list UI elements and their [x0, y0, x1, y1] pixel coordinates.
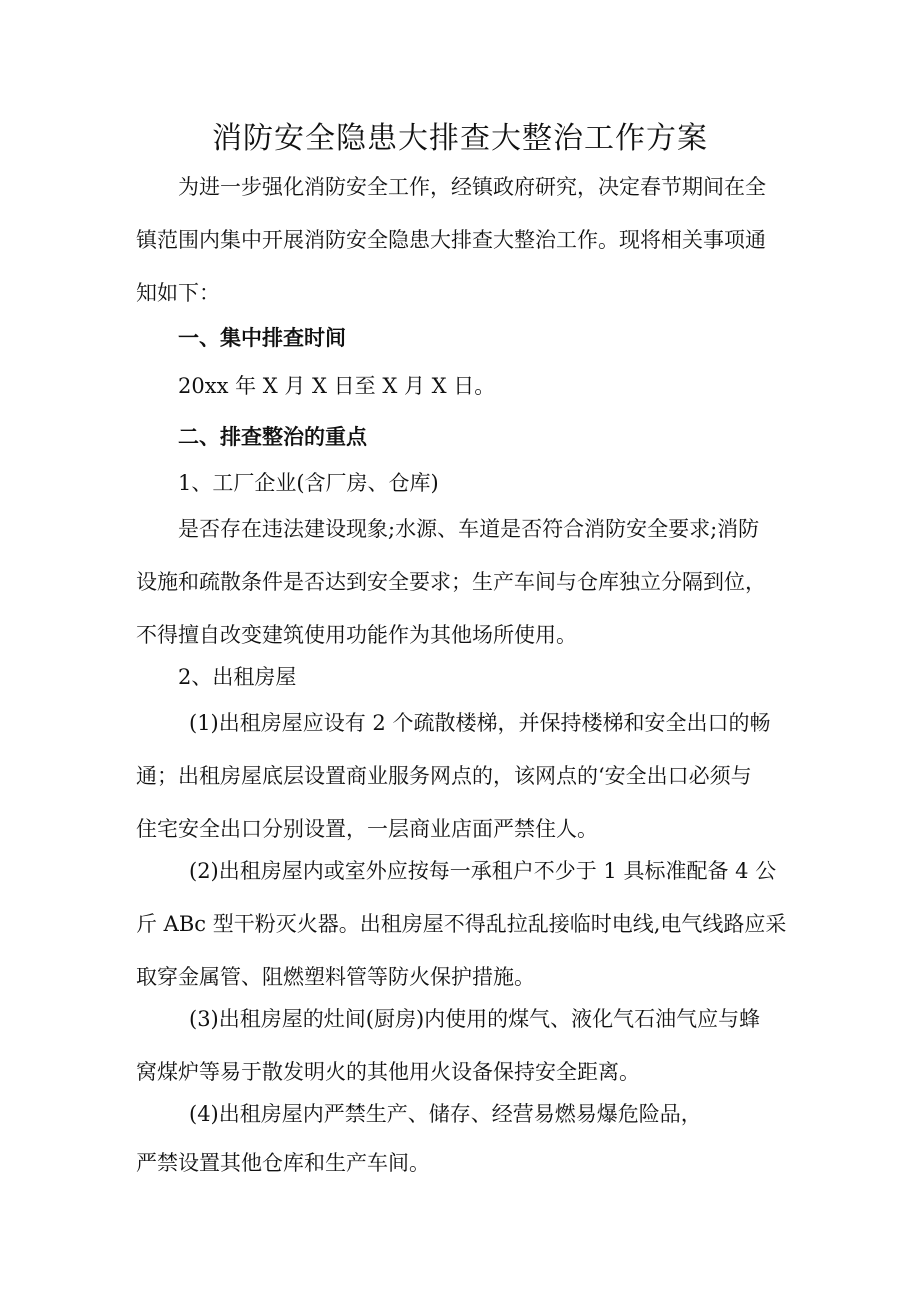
item-2-subpara-1: [136, 697, 788, 856]
item-2-p4-line-1: (4)出租房屋内严禁生产、储存、经营易燃易爆危险品，: [189, 1102, 702, 1126]
item-2-subpara-2: [136, 845, 788, 1004]
item-2-p2-line-2: 斤 ABc 型干粉灭火器。出租房屋不得乱拉乱接临时电线,电气线路应采: [136, 912, 787, 936]
item-2-p3-line-1: (3)出租房屋的灶间(厨房)内使用的煤气、液化气石油气应与蜂: [189, 1007, 761, 1031]
item-2-p1-line-1: (1)出租房屋应设有 2 个疏散楼梯，并保持楼梯和安全出口的畅: [189, 711, 771, 735]
item-2-p2-line-1: (2)出租房屋内或室外应按每一承租户不少于 1 具标准配备 4 公: [189, 859, 777, 883]
intro-line-3: 知如下：: [136, 281, 220, 305]
item-2-subpara-3: [136, 993, 788, 1099]
intro-paragraph: [136, 161, 788, 320]
document-title: 消防安全隐患大排查大整治工作方案: [212, 121, 708, 156]
item-2-p1-line-2: 通；出租房屋底层设置商业服务网点的，该网点的‘安全出口必须与: [136, 764, 752, 788]
section-1-heading: 一、集中排查时间: [178, 326, 346, 350]
section-2-heading: 二、排查整治的重点: [178, 425, 367, 449]
item-2-p3-line-2: 窝煤炉等易于散发明火的其他用火设备保持安全距离。: [136, 1060, 640, 1084]
item-2-p2-line-3: 取穿金属管、阻燃塑料管等防火保护措施。: [136, 965, 535, 989]
section-1-text: 20xx 年 X 月 X 日至 X 月 X 日。: [178, 374, 496, 398]
item-1-line-3: 不得擅自改变建筑使用功能作为其他场所使用。: [136, 623, 577, 647]
intro-line-2: 镇范围内集中开展消防安全隐患大排查大整治工作。现将相关事项通: [136, 228, 766, 252]
item-2-p1-line-3: 住宅安全出口分别设置，一层商业店面严禁住人。: [136, 817, 598, 841]
intro-line-1: 为进一步强化消防安全工作，经镇政府研究，决定春节期间在全: [178, 175, 766, 199]
item-1-line-2: 设施和疏散条件是否达到安全要求；生产车间与仓库独立分隔到位，: [136, 570, 766, 594]
item-1-heading: 1、工厂企业(含厂房、仓库): [178, 471, 439, 495]
item-2-heading: 2、出租房屋: [178, 665, 297, 689]
item-2-p4-line-2: 严禁设置其他仓库和生产车间。: [136, 1151, 430, 1175]
item-1-line-1: 是否存在违法建设现象;水源、车道是否符合消防安全要求;消防: [178, 517, 760, 541]
item-1-paragraph: [136, 503, 788, 662]
